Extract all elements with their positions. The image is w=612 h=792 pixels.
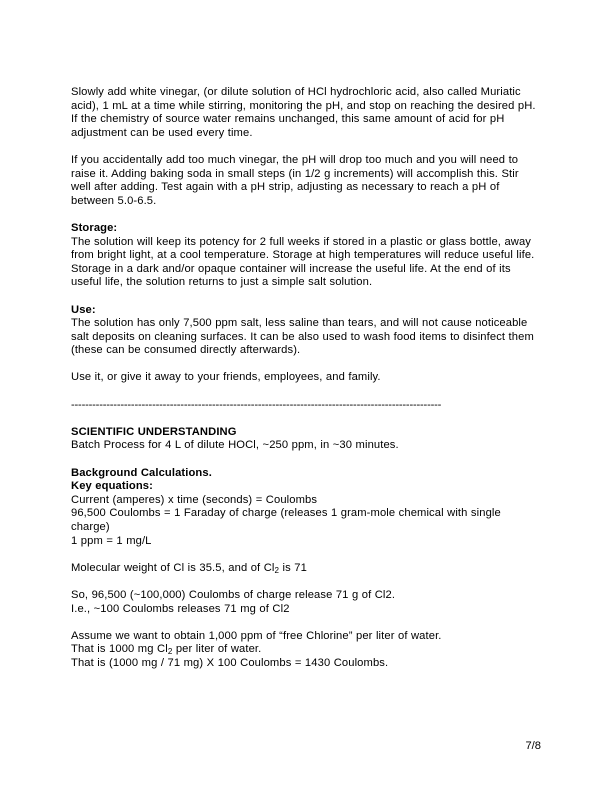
paragraph-use-body: The solution has only 7,500 ppm salt, less saline than tears, and will not cause noticeable salt deposits on cleaning surfaces. It can be also used to wash food items to disinfect them (these can be consumed directly afterwards). [71, 317, 534, 357]
equation-current-time: Current (amperes) x time (seconds) = Coulombs [71, 493, 318, 506]
molecular-weight-prefix: Molecular weight of Cl is 35.5, and of Cl [71, 561, 275, 574]
paragraph-vinegar-instructions: Slowly add white vinegar, (or dilute solution of HCl hydrochloric acid, also called Muriatic acid), 1 mL at a time while stirring, monitoring the pH, and stop on reaching the desired pH. If the chemistry of source water remains unchanged, this same amount of acid for pH adjustment can be used every time. [71, 86, 536, 139]
heading-key-equations: Key equations: [71, 480, 153, 493]
heading-use: Use: [71, 303, 96, 316]
section-assumption [71, 630, 541, 671]
text-molecular-weight [71, 562, 541, 576]
text-that-is-coulombs: That is (1000 mg / 71 mg) X 100 Coulombs = 1430 Coulombs. [71, 656, 389, 669]
that-is-mg-prefix: That is 1000 mg Cl [71, 643, 168, 656]
section-storage [71, 222, 541, 290]
text-derivation-coulombs-grams: So, 96,500 (~100,000) Coulombs of charge release 71 g of Cl2. [71, 588, 396, 601]
molecular-weight-suffix: is 71 [279, 561, 307, 574]
text-that-is-mg [71, 643, 541, 657]
document-body [71, 86, 541, 684]
paragraph-overshoot-correction: If you accidentally add too much vinegar, the pH will drop too much and you will need to raise it. Adding baking soda in small steps (in 1/2 g increments) will accomplish this. Stir well after adding. Test again with a pH strip, adjusting as necessary to reach a pH of between 5.0-6.5. [71, 153, 519, 207]
heading-background-calculations: Background Calculations. [71, 466, 212, 479]
text-derivation-coulombs-mg: I.e., ~100 Coulombs releases 71 mg of Cl2 [71, 602, 290, 615]
heading-scientific-understanding: SCIENTIFIC UNDERSTANDING [71, 425, 237, 438]
section-divider: --------------------------------------------------------------------------------------------------------- [71, 398, 442, 411]
section-divider-wrapper [71, 399, 541, 413]
that-is-mg-suffix: per liter of water. [172, 643, 262, 656]
paragraph-storage-body: The solution will keep its potency for 2 full weeks if stored in a plastic or glass bottle, away from bright light, at a cool temperature. Storage at high temperatures will reduce useful life. Storage in a dark and/or opaque container will increase the useful life. At the end of its useful life, the solution returns to just a simple salt solution. [71, 235, 535, 289]
molecular-weight-subscript: 2 [274, 565, 280, 575]
text-assume-free-chlorine: Assume we want to obtain 1,000 ppm of “free Chlorine” per liter of water. [71, 629, 442, 642]
equation-faraday: 96,500 Coulombs = 1 Faraday of charge (releases 1 gram-mole chemical with single charge) [71, 507, 501, 533]
section-molecular-weight [71, 562, 541, 576]
section-use [71, 304, 541, 358]
section-background-calculations [71, 467, 541, 549]
heading-storage: Storage: [71, 221, 118, 234]
page-number: 7/8 [525, 740, 541, 752]
section-derivation [71, 589, 541, 616]
equation-ppm: 1 ppm = 1 mg/L [71, 534, 152, 547]
paragraph-share-line: Use it, or give it away to your friends, employees, and family. [71, 371, 381, 384]
that-is-mg-subscript: 2 [167, 647, 173, 657]
text-batch-process: Batch Process for 4 L of dilute HOCl, ~250 ppm, in ~30 minutes. [71, 439, 399, 452]
section-scientific-understanding [71, 426, 541, 453]
